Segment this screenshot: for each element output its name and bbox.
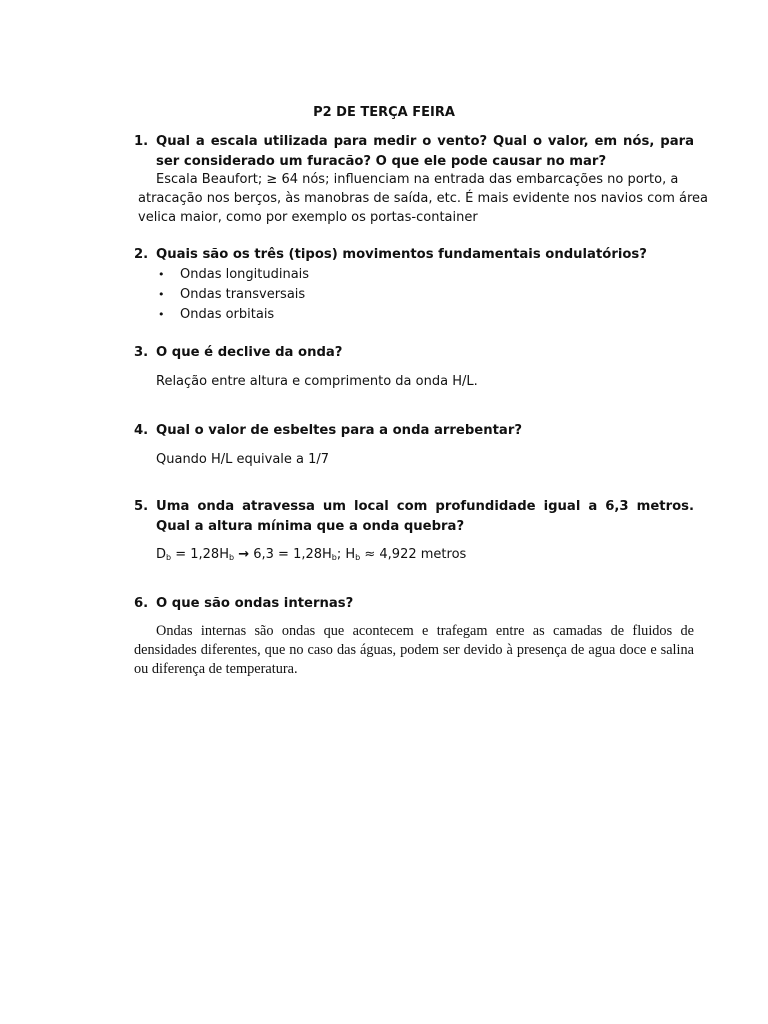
question-text: Uma onda atravessa um local com profundidade igual a 6,3 metros. Qual a altura mínima que a onda quebra? xyxy=(156,499,694,534)
question-text: O que é declive da onda? xyxy=(156,345,343,360)
answer-1-line-3: velica maior, como por exemplo os portas-container xyxy=(138,210,478,225)
question-text: Qual o valor de esbeltes para a onda arrebentar? xyxy=(156,423,522,438)
answer-5-equation: $D_b = 1,28H_b \to 6,3 = 1,28H_b$; $H_b \approx 4,922$ metros xyxy=(156,547,467,562)
arrow-icon: → xyxy=(238,547,250,562)
answer-1-line-1: Escala Beaufort; ≥ 64 nós; influenciam na entrada das embarcações no porto, a xyxy=(156,172,679,187)
wave-types-list xyxy=(156,265,309,324)
bullet-icon: • xyxy=(158,307,165,321)
answer-6: Ondas internas são ondas que acontecem e trafegam entre as camadas de fluidos de densidades diferentes, que no caso das águas, podem ser devido à presença de agua doce e salina ou diferença de temperatura. xyxy=(134,623,694,677)
question-text: Quais são os três (tipos) movimentos fundamentais ondulatórios? xyxy=(156,247,647,262)
question-3 xyxy=(134,343,694,363)
question-number: 3. xyxy=(134,345,149,360)
question-number: 2. xyxy=(134,247,149,262)
list-item xyxy=(156,285,309,305)
question-number: 5. xyxy=(134,499,149,514)
question-text: Qual a escala utilizada para medir o vento? Qual o valor, em nós, para ser considerado um furacão? O que ele pode causar no mar? xyxy=(156,134,694,169)
question-4 xyxy=(134,421,694,441)
question-number: 4. xyxy=(134,423,149,438)
list-item xyxy=(156,305,309,325)
answer-3: Relação entre altura e comprimento da onda H/L. xyxy=(156,374,478,389)
question-5 xyxy=(134,497,694,537)
question-text: O que são ondas internas? xyxy=(156,596,354,611)
question-number: 1. xyxy=(134,134,149,149)
question-6 xyxy=(134,594,694,614)
bullet-icon: • xyxy=(158,268,165,281)
question-number: 6. xyxy=(134,596,149,611)
list-item-label: Ondas longitudinais xyxy=(180,267,310,282)
list-item-label: Ondas transversais xyxy=(180,286,306,302)
list-item-label: Ondas orbitais xyxy=(180,306,275,322)
page-title: P2 DE TERÇA FEIRA xyxy=(313,105,455,120)
answer-1-line-2: atracação nos berços, às manobras de saída, etc. É mais evidente nos navios com área xyxy=(138,191,708,206)
bullet-icon: • xyxy=(158,287,165,301)
question-1 xyxy=(134,132,694,172)
question-2 xyxy=(134,245,694,265)
list-item xyxy=(156,265,309,285)
answer-4: Quando H/L equivale a 1/7 xyxy=(156,452,330,467)
